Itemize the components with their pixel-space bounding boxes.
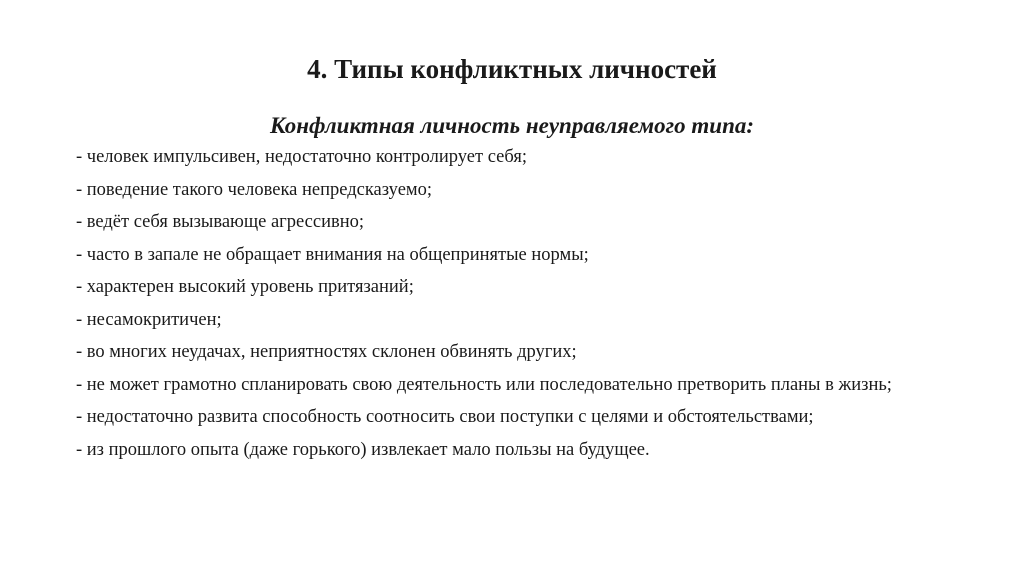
list-item: - ведёт себя вызывающе агрессивно; xyxy=(76,212,365,232)
bullet-list xyxy=(76,146,976,471)
list-item: - не может грамотно спланировать свою деятельность или последовательно претворить планы в жизнь; xyxy=(76,374,892,395)
list-item: - характерен высокий уровень притязаний; xyxy=(76,277,414,297)
slide-title: 4. Типы конфликтных личностей xyxy=(307,54,717,84)
list-item: - поведение такого человека непредсказуемо; xyxy=(76,179,432,200)
slide-subtitle: Конфликтная личность неуправляемого типа: xyxy=(269,113,755,138)
list-item: - из прошлого опыта (даже горького) извлекает мало пользы на будущее. xyxy=(76,439,650,460)
list-item: - часто в запале не обращает внимания на общепринятые нормы; xyxy=(76,244,589,265)
list-item: - во многих неудачах, неприятностях склонен обвинять других; xyxy=(76,342,577,362)
list-item: - недостаточно развита способность соотносить свои поступки с целями и обстоятельствами; xyxy=(76,407,814,427)
list-item: - несамокритичен; xyxy=(76,309,222,330)
list-item: - человек импульсивен, недостаточно контролирует себя; xyxy=(76,147,527,167)
